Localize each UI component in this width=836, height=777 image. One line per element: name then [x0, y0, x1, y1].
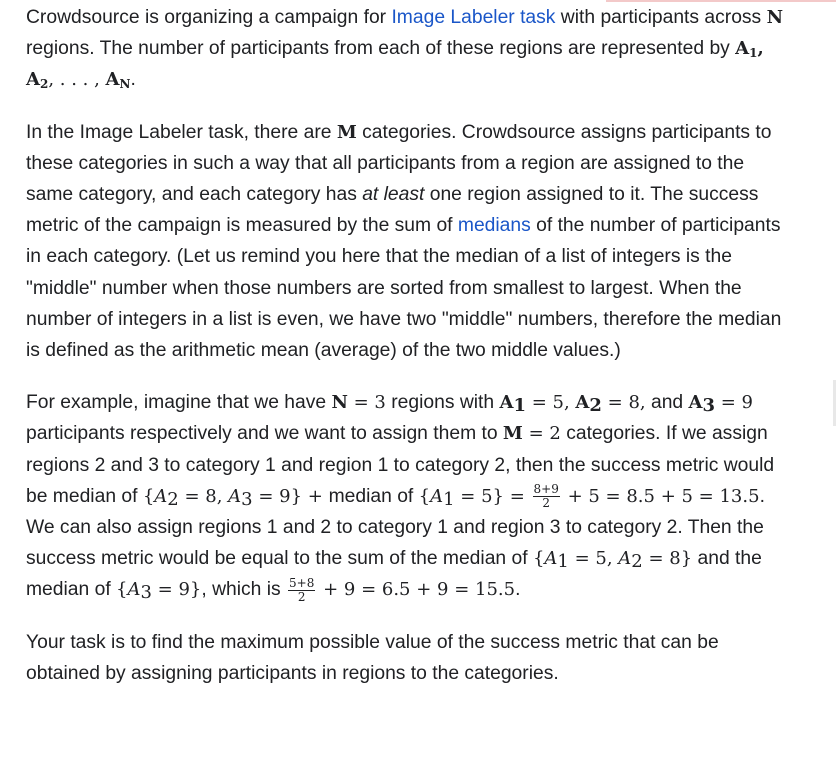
categories-paragraph: In the Image Labeler task, there are M categories. Crowdsource assigns participants to these categories in such a way that all participants from a region are assigned to the same category, and each category has at least one region assigned to it. The success metric of the campaign is measured by the sum of medians of the number of participants in each category. (Let us remind you here that the median of a list of integers is the "middle" number when those numbers are sorted from smallest to largest. When the number of integers in a list is even, we have two "middle" numbers, therefore the median is defined as the arithmetic mean (average) of the two middle values.)	[26, 121, 782, 362]
math-N: N	[766, 7, 784, 28]
fraction-5-plus-8-over-2: $\frac{5+8}{2}$	[289, 575, 315, 604]
math-A-sequence: $A_1$, $A_2$, . . . , $A_N$	[26, 38, 764, 92]
medians-link[interactable]: medians	[457, 215, 531, 237]
intro-paragraph: Crowdsource is organizing a campaign for Image Labeler task with participants across N regions. The number of participants from each of these regions are represented by $A_1$, $A_2$, . . . , $A_N$.	[26, 7, 784, 92]
image-labeler-task-link[interactable]: Image Labeler task	[391, 7, 556, 28]
fraction-8-plus-9-over-2: $\frac{8+9}{2}$	[533, 482, 559, 511]
example-paragraph: For example, imagine that we have N = 3 regions with $A_1 = 5$, $A_2 = 8$, and $A_3 = 9$ participants respectively and we want to assign them to M = 2 categories. If we assign regions 2 and 3 to category 1 and region 1 to category 2, then the success metric would be median of {$A_2 = 8$, $A_3 = 9$} + median of $\{A_1 = 5\}$ = $\frac{8+9}{2}$ + 5 = 8.5 + 5 = 13.5. We can also assign regions 1 and 2 to category 1 and region 3 to category 2. Then the success metric would be equal to the sum of the median of {$A_1 = 5$, $A_2 = 8$} and the median of $\{A_3 = 9\}$, which is $\frac{5+8}{2}$ + 9 = 6.5 + 9 = 15.5.	[26, 392, 775, 604]
task-paragraph: Your task is to find the maximum possible value of the success metric that can be obtained by assigning participants in regions to the categories.	[26, 631, 719, 684]
math-M: M	[336, 121, 357, 143]
problem-description	[26, 2, 796, 710]
